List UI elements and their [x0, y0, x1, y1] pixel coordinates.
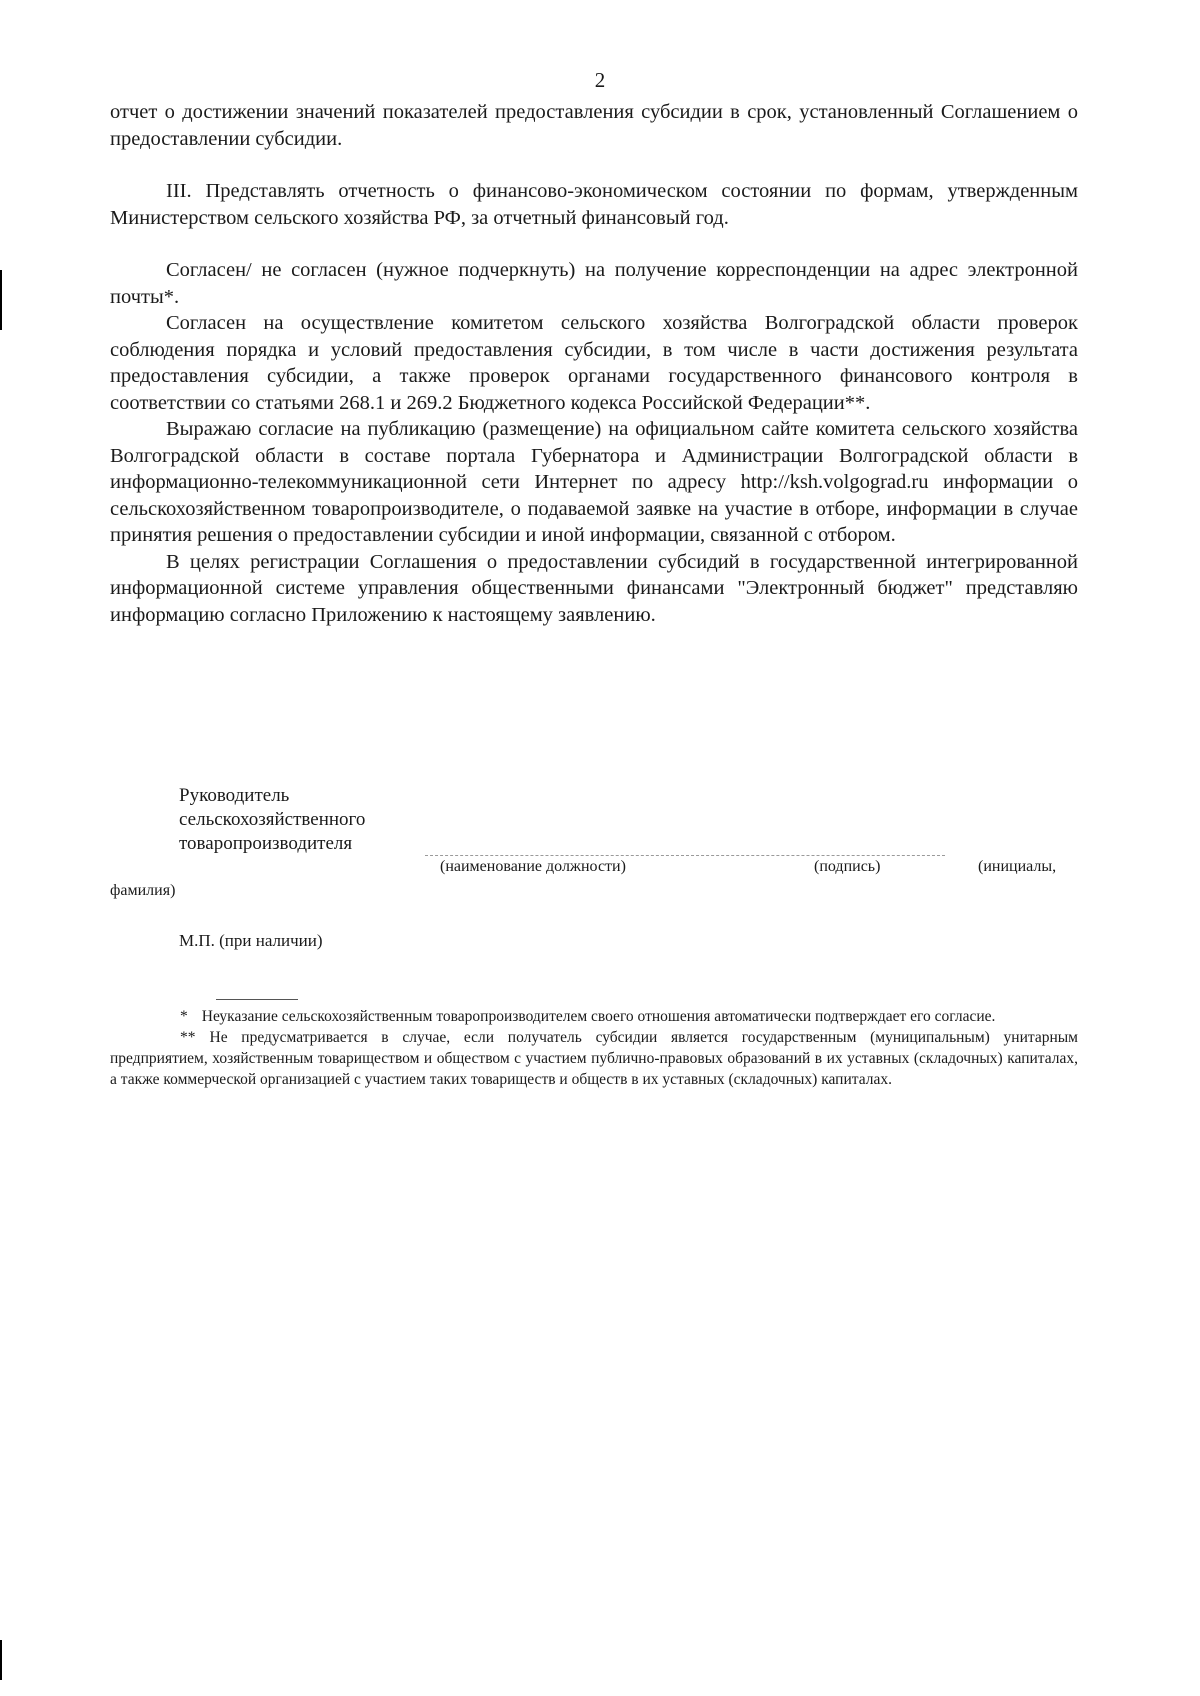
- main-text: [110, 99, 1078, 628]
- paragraph-email-consent: Согласен/ не согласен (нужное подчеркнуть) на получение корреспонденции на адрес электронной почты*.: [110, 259, 1078, 308]
- caption-initials: (инициалы,: [978, 858, 1057, 875]
- footnote-2-mark: **: [180, 1029, 196, 1046]
- footnote-1-mark: *: [180, 1008, 188, 1025]
- signatory-line-1: Руководитель: [179, 785, 290, 806]
- paragraph-continuation: отчет о достижении значений показателей предоставления субсидии в срок, установленный Соглашением о предоставлении субсидии.: [110, 101, 1078, 150]
- stamp-placeholder: М.П. (при наличии): [179, 931, 323, 950]
- footnote-2-text: Не предусматривается в случае, если получатель субсидии является государственным (муниципальным) унитарным предприятием, хозяйственным товариществом и обществом с участием публично-правовых образований в их уставных (складочных) капиталах, а также коммерческой организацией с участием таких товариществ и обществ в их уставных (складочных) капиталах.: [110, 1029, 1078, 1088]
- paragraph-inspection-consent: Согласен на осуществление комитетом сельского хозяйства Волгоградской области проверок соблюдения порядка и условий предоставления субсидии, в том числе в части достижения результата предоставления субсидии, а также проверок органами государственного финансового контроля в соответствии со статьями 268.1 и 269.2 Бюджетного кодекса Российской Федерации**.: [110, 312, 1078, 414]
- paragraph-reporting: III. Представлять отчетность о финансово-экономическом состоянии по формам, утвержденным Министерством сельского хозяйства РФ, за отчетный финансовый год.: [110, 180, 1078, 229]
- footnote-separator: [216, 999, 298, 1000]
- caption-surname: фамилия): [110, 882, 176, 899]
- footnote-2: [110, 1027, 1078, 1090]
- scan-edge-mark: [0, 1640, 2, 1680]
- footnotes: [110, 1006, 1078, 1090]
- signatory-label: [179, 784, 365, 856]
- paragraph-publication-consent: Выражаю согласие на публикацию (размещение) на официальном сайте комитета сельского хозяйства Волгоградской области в составе портала Губернатора и Администрации Волгоградской области в информационно-телекоммуникационной сети Интернет по адресу http://ksh.volgograd.ru информации о сельскохозяйственном товаропроизводителе, о подаваемой заявке на участие в отборе, информации в случае принятия решения о предоставлении субсидии и иной информации, связанной с отбором.: [110, 418, 1078, 546]
- scan-edge-mark: [0, 270, 2, 330]
- paragraph-registration: В целях регистрации Соглашения о предоставлении субсидий в государственной интегрированной информационной системе управления общественными финансами "Электронный бюджет" представляю информацию согласно Приложению к настоящему заявлению.: [110, 550, 1078, 626]
- footnote-1: [110, 1006, 1078, 1027]
- footnote-1-text: Неуказание сельскохозяйственным товаропроизводителем своего отношения автоматически подтверждает его согласие.: [201, 1008, 996, 1025]
- caption-position: (наименование должности): [440, 858, 626, 875]
- page-number: 2: [594, 68, 606, 92]
- signature-line: [425, 855, 945, 856]
- signatory-line-3: товаропроизводителя: [179, 833, 353, 854]
- caption-signature: (подпись): [814, 858, 881, 875]
- signatory-line-2: сельскохозяйственного: [179, 809, 366, 830]
